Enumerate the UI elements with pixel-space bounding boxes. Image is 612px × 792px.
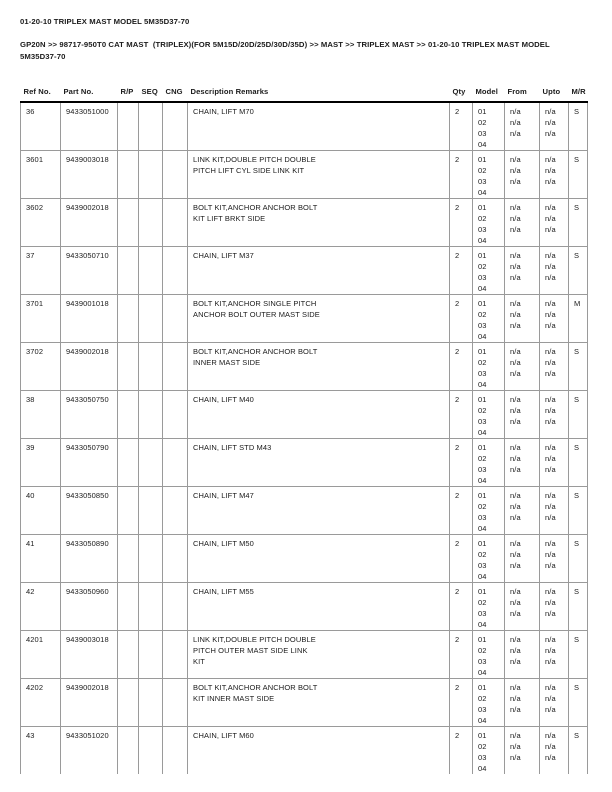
model-cell: 01 02 03 04 <box>473 439 505 487</box>
from-cell: n/a n/a n/a <box>505 102 540 151</box>
seq-cell <box>139 487 163 535</box>
cng-cell <box>163 631 188 679</box>
rp-cell <box>118 199 139 247</box>
model-cell: 01 02 03 04 <box>473 487 505 535</box>
table-row <box>21 199 588 247</box>
ref-no-cell: 3602 <box>21 199 61 247</box>
qty-cell: 2 <box>450 102 473 151</box>
from-cell: n/a n/a n/a <box>505 199 540 247</box>
column-header-qty: Qty <box>450 87 473 102</box>
description-cell: CHAIN, LIFT M55 <box>188 583 450 631</box>
model-cell: 01 02 03 04 <box>473 199 505 247</box>
description-cell: LINK KIT,DOUBLE PITCH DOUBLE PITCH LIFT CYL SIDE LINK KIT <box>188 151 450 199</box>
qty-cell: 2 <box>450 583 473 631</box>
qty-cell: 2 <box>450 727 473 775</box>
part-no-cell: 9433050710 <box>61 247 118 295</box>
mr-cell: S <box>569 391 588 439</box>
header-row <box>21 87 588 102</box>
rp-cell <box>118 487 139 535</box>
cng-cell <box>163 391 188 439</box>
qty-cell: 2 <box>450 295 473 343</box>
rp-cell <box>118 535 139 583</box>
upto-cell: n/a n/a n/a <box>540 343 569 391</box>
from-cell: n/a n/a n/a <box>505 631 540 679</box>
cng-cell <box>163 102 188 151</box>
description-cell: BOLT KIT,ANCHOR ANCHOR BOLT KIT INNER MAST SIDE <box>188 679 450 727</box>
rp-cell <box>118 102 139 151</box>
cng-cell <box>163 727 188 775</box>
column-header-model: Model <box>473 87 505 102</box>
column-header-rp: R/P <box>118 87 139 102</box>
seq-cell <box>139 583 163 631</box>
ref-no-cell: 39 <box>21 439 61 487</box>
from-cell: n/a n/a n/a <box>505 679 540 727</box>
qty-cell: 2 <box>450 343 473 391</box>
part-no-cell: 9433050960 <box>61 583 118 631</box>
seq-cell <box>139 199 163 247</box>
upto-cell: n/a n/a n/a <box>540 727 569 775</box>
model-cell: 01 02 03 04 <box>473 151 505 199</box>
ref-no-cell: 40 <box>21 487 61 535</box>
from-cell: n/a n/a n/a <box>505 487 540 535</box>
seq-cell <box>139 679 163 727</box>
qty-cell: 2 <box>450 247 473 295</box>
mr-cell: S <box>569 199 588 247</box>
cng-cell <box>163 295 188 343</box>
parts-table-header <box>21 87 588 102</box>
model-cell: 01 02 03 04 <box>473 583 505 631</box>
from-cell: n/a n/a n/a <box>505 535 540 583</box>
model-cell: 01 02 03 04 <box>473 535 505 583</box>
mr-cell: S <box>569 679 588 727</box>
column-header-seq: SEQ <box>139 87 163 102</box>
part-no-cell: 9439003018 <box>61 631 118 679</box>
upto-cell: n/a n/a n/a <box>540 391 569 439</box>
upto-cell: n/a n/a n/a <box>540 535 569 583</box>
column-header-from: From <box>505 87 540 102</box>
ref-no-cell: 3702 <box>21 343 61 391</box>
description-cell: BOLT KIT,ANCHOR ANCHOR BOLT INNER MAST SIDE <box>188 343 450 391</box>
column-header-part-no: Part No. <box>61 87 118 102</box>
upto-cell: n/a n/a n/a <box>540 102 569 151</box>
table-row <box>21 727 588 775</box>
table-row <box>21 487 588 535</box>
ref-no-cell: 36 <box>21 102 61 151</box>
description-cell: BOLT KIT,ANCHOR ANCHOR BOLT KIT LIFT BRKT SIDE <box>188 199 450 247</box>
part-no-cell: 9439002018 <box>61 679 118 727</box>
model-cell: 01 02 03 04 <box>473 102 505 151</box>
table-row <box>21 679 588 727</box>
mr-cell: S <box>569 247 588 295</box>
seq-cell <box>139 535 163 583</box>
column-header-cng: CNG <box>163 87 188 102</box>
qty-cell: 2 <box>450 631 473 679</box>
mr-cell: S <box>569 727 588 775</box>
from-cell: n/a n/a n/a <box>505 247 540 295</box>
mr-cell: S <box>569 102 588 151</box>
model-cell: 01 02 03 04 <box>473 295 505 343</box>
rp-cell <box>118 343 139 391</box>
rp-cell <box>118 391 139 439</box>
mr-cell: S <box>569 583 588 631</box>
part-no-cell: 9433051000 <box>61 102 118 151</box>
description-cell: BOLT KIT,ANCHOR SINGLE PITCH ANCHOR BOLT OUTER MAST SIDE <box>188 295 450 343</box>
breadcrumb: GP20N >> 98717-950T0 CAT MAST (TRIPLEX)(FOR 5M15D/20D/25D/30D/35D) >> MAST >> TRIPLEX MAST >> 01-20-10 TRIPLEX MAST MODEL 5M35D37-70 <box>20 40 552 61</box>
seq-cell <box>139 439 163 487</box>
from-cell: n/a n/a n/a <box>505 151 540 199</box>
model-cell: 01 02 03 04 <box>473 631 505 679</box>
mr-cell: S <box>569 487 588 535</box>
seq-cell <box>139 391 163 439</box>
description-cell: CHAIN, LIFT M37 <box>188 247 450 295</box>
description-cell: CHAIN, LIFT M50 <box>188 535 450 583</box>
table-row <box>21 343 588 391</box>
description-cell: CHAIN, LIFT M40 <box>188 391 450 439</box>
description-cell: CHAIN, LIFT STD M43 <box>188 439 450 487</box>
upto-cell: n/a n/a n/a <box>540 439 569 487</box>
qty-cell: 2 <box>450 391 473 439</box>
ref-no-cell: 37 <box>21 247 61 295</box>
upto-cell: n/a n/a n/a <box>540 679 569 727</box>
mr-cell: S <box>569 631 588 679</box>
model-cell: 01 02 03 04 <box>473 343 505 391</box>
ref-no-cell: 4201 <box>21 631 61 679</box>
cng-cell <box>163 535 188 583</box>
part-no-cell: 9433050750 <box>61 391 118 439</box>
from-cell: n/a n/a n/a <box>505 583 540 631</box>
rp-cell <box>118 631 139 679</box>
column-header-description: Description Remarks <box>188 87 450 102</box>
ref-no-cell: 43 <box>21 727 61 775</box>
table-row <box>21 535 588 583</box>
rp-cell <box>118 151 139 199</box>
ref-no-cell: 38 <box>21 391 61 439</box>
from-cell: n/a n/a n/a <box>505 391 540 439</box>
upto-cell: n/a n/a n/a <box>540 631 569 679</box>
model-cell: 01 02 03 04 <box>473 727 505 775</box>
seq-cell <box>139 247 163 295</box>
ref-no-cell: 3701 <box>21 295 61 343</box>
upto-cell: n/a n/a n/a <box>540 295 569 343</box>
qty-cell: 2 <box>450 487 473 535</box>
model-cell: 01 02 03 04 <box>473 247 505 295</box>
table-row <box>21 102 588 151</box>
cng-cell <box>163 583 188 631</box>
ref-no-cell: 3601 <box>21 151 61 199</box>
parts-table-body <box>21 102 588 774</box>
description-cell: CHAIN, LIFT M47 <box>188 487 450 535</box>
part-no-cell: 9439002018 <box>61 199 118 247</box>
seq-cell <box>139 631 163 679</box>
seq-cell <box>139 343 163 391</box>
cng-cell <box>163 151 188 199</box>
from-cell: n/a n/a n/a <box>505 295 540 343</box>
from-cell: n/a n/a n/a <box>505 727 540 775</box>
qty-cell: 2 <box>450 199 473 247</box>
table-row <box>21 583 588 631</box>
seq-cell <box>139 151 163 199</box>
rp-cell <box>118 295 139 343</box>
mr-cell: S <box>569 343 588 391</box>
column-header-ref-no: Ref No. <box>21 87 61 102</box>
mr-cell: S <box>569 151 588 199</box>
qty-cell: 2 <box>450 535 473 583</box>
mr-cell: S <box>569 439 588 487</box>
table-row <box>21 247 588 295</box>
table-row <box>21 439 588 487</box>
model-cell: 01 02 03 04 <box>473 391 505 439</box>
part-no-cell: 9433050790 <box>61 439 118 487</box>
table-row <box>21 295 588 343</box>
part-no-cell: 9439001018 <box>61 295 118 343</box>
seq-cell <box>139 102 163 151</box>
seq-cell <box>139 727 163 775</box>
model-cell: 01 02 03 04 <box>473 679 505 727</box>
upto-cell: n/a n/a n/a <box>540 199 569 247</box>
part-no-cell: 9433051020 <box>61 727 118 775</box>
cng-cell <box>163 439 188 487</box>
ref-no-cell: 4202 <box>21 679 61 727</box>
seq-cell <box>139 295 163 343</box>
description-cell: CHAIN, LIFT M70 <box>188 102 450 151</box>
rp-cell <box>118 679 139 727</box>
rp-cell <box>118 583 139 631</box>
part-no-cell: 9433050850 <box>61 487 118 535</box>
upto-cell: n/a n/a n/a <box>540 487 569 535</box>
from-cell: n/a n/a n/a <box>505 343 540 391</box>
cng-cell <box>163 487 188 535</box>
ref-no-cell: 41 <box>21 535 61 583</box>
cng-cell <box>163 679 188 727</box>
table-row <box>21 151 588 199</box>
rp-cell <box>118 727 139 775</box>
part-no-cell: 9433050890 <box>61 535 118 583</box>
parts-table <box>20 87 588 774</box>
description-cell: CHAIN, LIFT M60 <box>188 727 450 775</box>
cng-cell <box>163 343 188 391</box>
from-cell: n/a n/a n/a <box>505 439 540 487</box>
mr-cell: M <box>569 295 588 343</box>
mr-cell: S <box>569 535 588 583</box>
upto-cell: n/a n/a n/a <box>540 583 569 631</box>
upto-cell: n/a n/a n/a <box>540 247 569 295</box>
qty-cell: 2 <box>450 679 473 727</box>
cng-cell <box>163 247 188 295</box>
part-no-cell: 9439002018 <box>61 343 118 391</box>
qty-cell: 2 <box>450 151 473 199</box>
qty-cell: 2 <box>450 439 473 487</box>
upto-cell: n/a n/a n/a <box>540 151 569 199</box>
table-row <box>21 391 588 439</box>
part-no-cell: 9439003018 <box>61 151 118 199</box>
description-cell: LINK KIT,DOUBLE PITCH DOUBLE PITCH OUTER MAST SIDE LINK KIT <box>188 631 450 679</box>
ref-no-cell: 42 <box>21 583 61 631</box>
column-header-upto: Upto <box>540 87 569 102</box>
column-header-mr: M/R <box>569 87 588 102</box>
page-title: 01-20-10 TRIPLEX MAST MODEL 5M35D37-70 <box>20 17 190 26</box>
rp-cell <box>118 439 139 487</box>
rp-cell <box>118 247 139 295</box>
table-row <box>21 631 588 679</box>
cng-cell <box>163 199 188 247</box>
